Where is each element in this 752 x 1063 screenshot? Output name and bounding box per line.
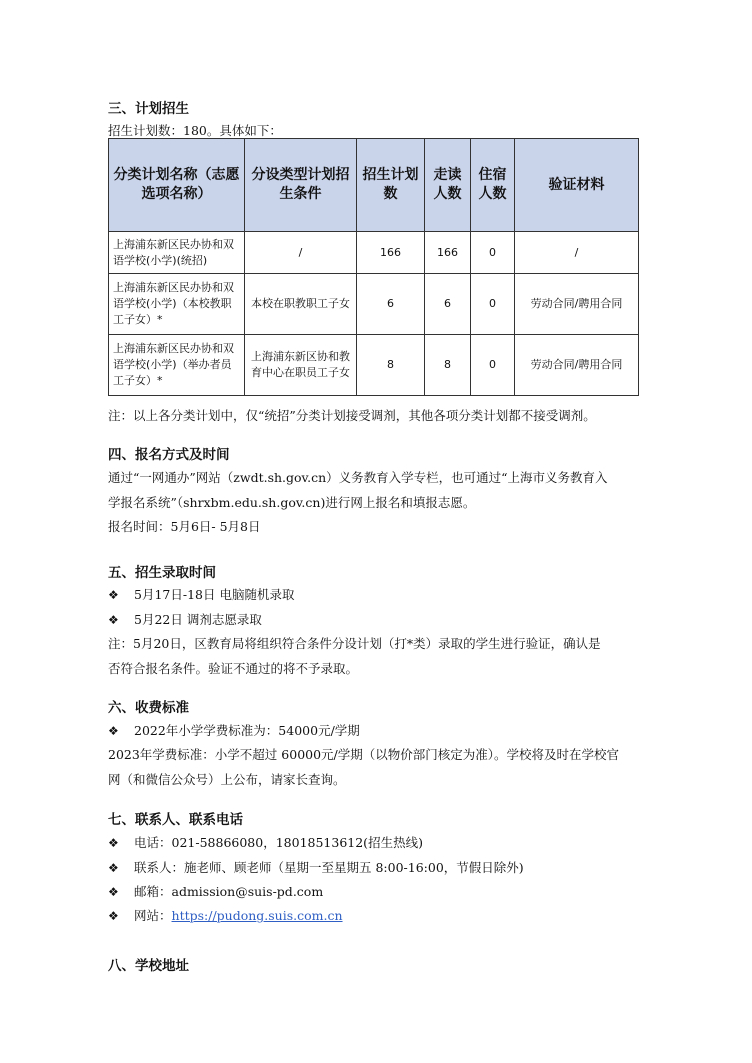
table-header-cell: 走读人数 <box>425 139 471 232</box>
table-cell: 6 <box>425 274 471 335</box>
section5-note-line: 否符合报名条件。验证不通过的将不予录取。 <box>108 661 359 676</box>
diamond-bullet-icon: ❖ <box>108 724 119 738</box>
table-cell: 0 <box>471 232 515 274</box>
table-cell: 上海浦东新区民办协和双语学校(小学)(统招) <box>109 232 245 274</box>
table-header-row <box>109 139 639 232</box>
diamond-bullet-icon: ❖ <box>108 588 119 602</box>
section6-heading: 六、收费标准 <box>108 700 189 716</box>
table-cell: 8 <box>425 335 471 396</box>
list-item <box>108 906 343 924</box>
list-item <box>108 858 524 876</box>
table-cell: / <box>515 232 639 274</box>
table-cell: 上海浦东新区协和教育中心在职员工子女 <box>245 335 357 396</box>
table-cell: 166 <box>425 232 471 274</box>
contact-email: 邮箱：admission@suis-pd.com <box>134 884 324 899</box>
diamond-bullet-icon: ❖ <box>108 885 119 899</box>
table-header-cell: 住宿人数 <box>471 139 515 232</box>
list-item <box>108 610 262 628</box>
contact-phone: 电话：021-58866080，18018513612(招生热线) <box>134 835 423 850</box>
section7-heading: 七、联系人、联系电话 <box>108 812 243 828</box>
section6-text-line: 网（和微信公众号）上公布，请家长查询。 <box>108 772 346 787</box>
section4-text-line: 通过“一网通办”网站（zwdt.sh.gov.cn）义务教育入学专栏，也可通过“上海市义务教育入 <box>108 470 608 485</box>
table-row <box>109 335 639 396</box>
registration-time: 报名时间：5月6日- 5月8日 <box>108 519 261 534</box>
section5-heading: 五、招生录取时间 <box>108 565 216 581</box>
section6-text-line: 2023年学费标准：小学不超过 60000元/学期（以物价部门核定为准）。学校将及时在学校官 <box>108 747 620 762</box>
section5-note-line: 注：5月20日，区教育局将组织符合条件分设计划（打*类）录取的学生进行验证，确认是 <box>108 636 601 651</box>
table-cell: 0 <box>471 274 515 335</box>
list-item-text: 5月17日-18日 电脑随机录取 <box>134 587 295 602</box>
section3-note: 注：以上各分类计划中，仅“统招”分类计划接受调剂，其他各项分类计划都不接受调剂。 <box>108 408 596 423</box>
list-item <box>108 721 360 739</box>
contact-person: 联系人：施老师、顾老师（星期一至星期五 8:00-16:00，节假日除外) <box>134 860 524 875</box>
section4-text-line: 学报名系统”（shrxbm.edu.sh.gov.cn)进行网上报名和填报志愿。 <box>108 495 476 510</box>
diamond-bullet-icon: ❖ <box>108 836 119 850</box>
list-item <box>108 882 323 900</box>
table-cell: 8 <box>357 335 425 396</box>
table-header-cell: 验证材料 <box>515 139 639 232</box>
list-item <box>108 585 294 603</box>
list-item-text: 2022年小学学费标准为：54000元/学期 <box>134 723 360 738</box>
table-cell: 上海浦东新区民办协和双语学校(小学)（本校教职工子女）* <box>109 274 245 335</box>
enrollment-plan-table <box>108 138 639 396</box>
table-cell: 上海浦东新区民办协和双语学校(小学)（举办者员工子女）* <box>109 335 245 396</box>
table-header-cell: 分设类型计划招生条件 <box>245 139 357 232</box>
section8-heading: 八、学校地址 <box>108 958 189 974</box>
table-cell: 劳动合同/聘用合同 <box>515 335 639 396</box>
table-cell: 6 <box>357 274 425 335</box>
diamond-bullet-icon: ❖ <box>108 861 119 875</box>
list-item-text: 5月22日 调剂志愿录取 <box>134 612 262 627</box>
table-cell: / <box>245 232 357 274</box>
table-cell: 166 <box>357 232 425 274</box>
diamond-bullet-icon: ❖ <box>108 909 119 923</box>
section3-intro: 招生计划数：180。具体如下： <box>108 123 282 138</box>
website-label: 网站： <box>134 908 172 923</box>
table-cell: 0 <box>471 335 515 396</box>
table-cell: 劳动合同/聘用合同 <box>515 274 639 335</box>
table-row <box>109 232 639 274</box>
website-link[interactable]: https://pudong.suis.com.cn <box>171 908 343 923</box>
section3-heading: 三、计划招生 <box>108 101 189 117</box>
list-item <box>108 833 423 851</box>
table-cell: 本校在职教职工子女 <box>245 274 357 335</box>
table-row <box>109 274 639 335</box>
diamond-bullet-icon: ❖ <box>108 613 119 627</box>
table-header-cell: 招生计划数 <box>357 139 425 232</box>
table-header-cell: 分类计划名称（志愿选项名称） <box>109 139 245 232</box>
section4-heading: 四、报名方式及时间 <box>108 447 230 463</box>
